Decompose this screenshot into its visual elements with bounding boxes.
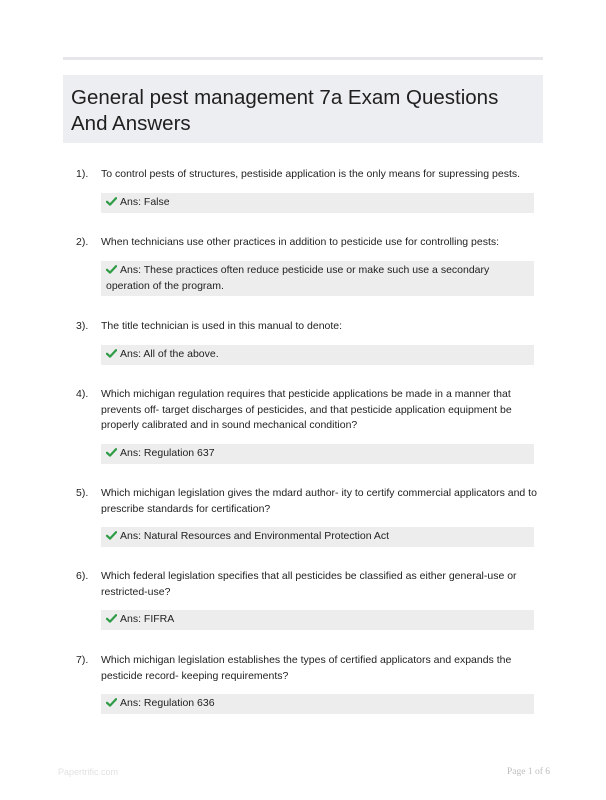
check-icon [106, 197, 117, 206]
answer-box [101, 694, 534, 714]
question-text: Which michigan legislation gives the mdard author- ity to certify commercial applicators and to prescribe standards for certification? [101, 487, 537, 515]
top-rule [63, 57, 543, 60]
question-text: When technicians use other practices in addition to pesticide use for controlling pests: [101, 236, 500, 248]
question-number: 5). [76, 487, 89, 499]
question-text: Which michigan regulation requires that pesticide applications be made in a manner that prevents off- target discharges of pesticides, and that pesticide application equipment be properly calibrated and in sound mechanical condition? [101, 388, 512, 431]
answer-text: Ans: Regulation 637 [120, 447, 215, 459]
question-number: 7). [76, 654, 89, 666]
title-box [63, 75, 543, 143]
question-number: 4). [76, 388, 89, 400]
answer-text: Ans: These practices often reduce pesticide use or make such use a secondary operation of the program. [106, 264, 490, 292]
check-icon [106, 614, 117, 623]
answer-text: Ans: FIFRA [120, 613, 175, 625]
answer-box [101, 261, 534, 296]
answer-text: Ans: All of the above. [120, 348, 219, 360]
answer-box [101, 610, 534, 630]
question-text: Which michigan legislation establishes the types of certified applicators and expands the pesticide record- keeping requirements? [101, 654, 512, 682]
question-text: To control pests of structures, pestiside application is the only means for supressing pests. [101, 168, 521, 180]
check-icon [106, 265, 117, 274]
footer-site: Papertrific.com [58, 767, 119, 777]
question-text: The title technician is used in this manual to denote: [101, 320, 343, 332]
check-icon [106, 531, 117, 540]
answer-text: Ans: False [120, 196, 170, 208]
question-number: 1). [76, 168, 89, 180]
question-number: 6). [76, 570, 89, 582]
question-number: 3). [76, 320, 89, 332]
answer-box [101, 193, 534, 213]
answer-box [101, 444, 534, 464]
check-icon [106, 349, 117, 358]
check-icon [106, 448, 117, 457]
answer-box [101, 345, 534, 365]
answer-text: Ans: Regulation 636 [120, 697, 215, 709]
check-icon [106, 698, 117, 707]
footer-page-number: Page 1 of 6 [506, 767, 550, 777]
answer-text: Ans: Natural Resources and Environmental Protection Act [120, 530, 390, 542]
answer-box [101, 527, 534, 547]
document-title: General pest management 7a Exam Questions And Answers [71, 86, 499, 135]
question-number: 2). [76, 236, 89, 248]
question-text: Which federal legislation specifies that all pesticides be classified as either general-use or restricted-use? [101, 570, 517, 598]
